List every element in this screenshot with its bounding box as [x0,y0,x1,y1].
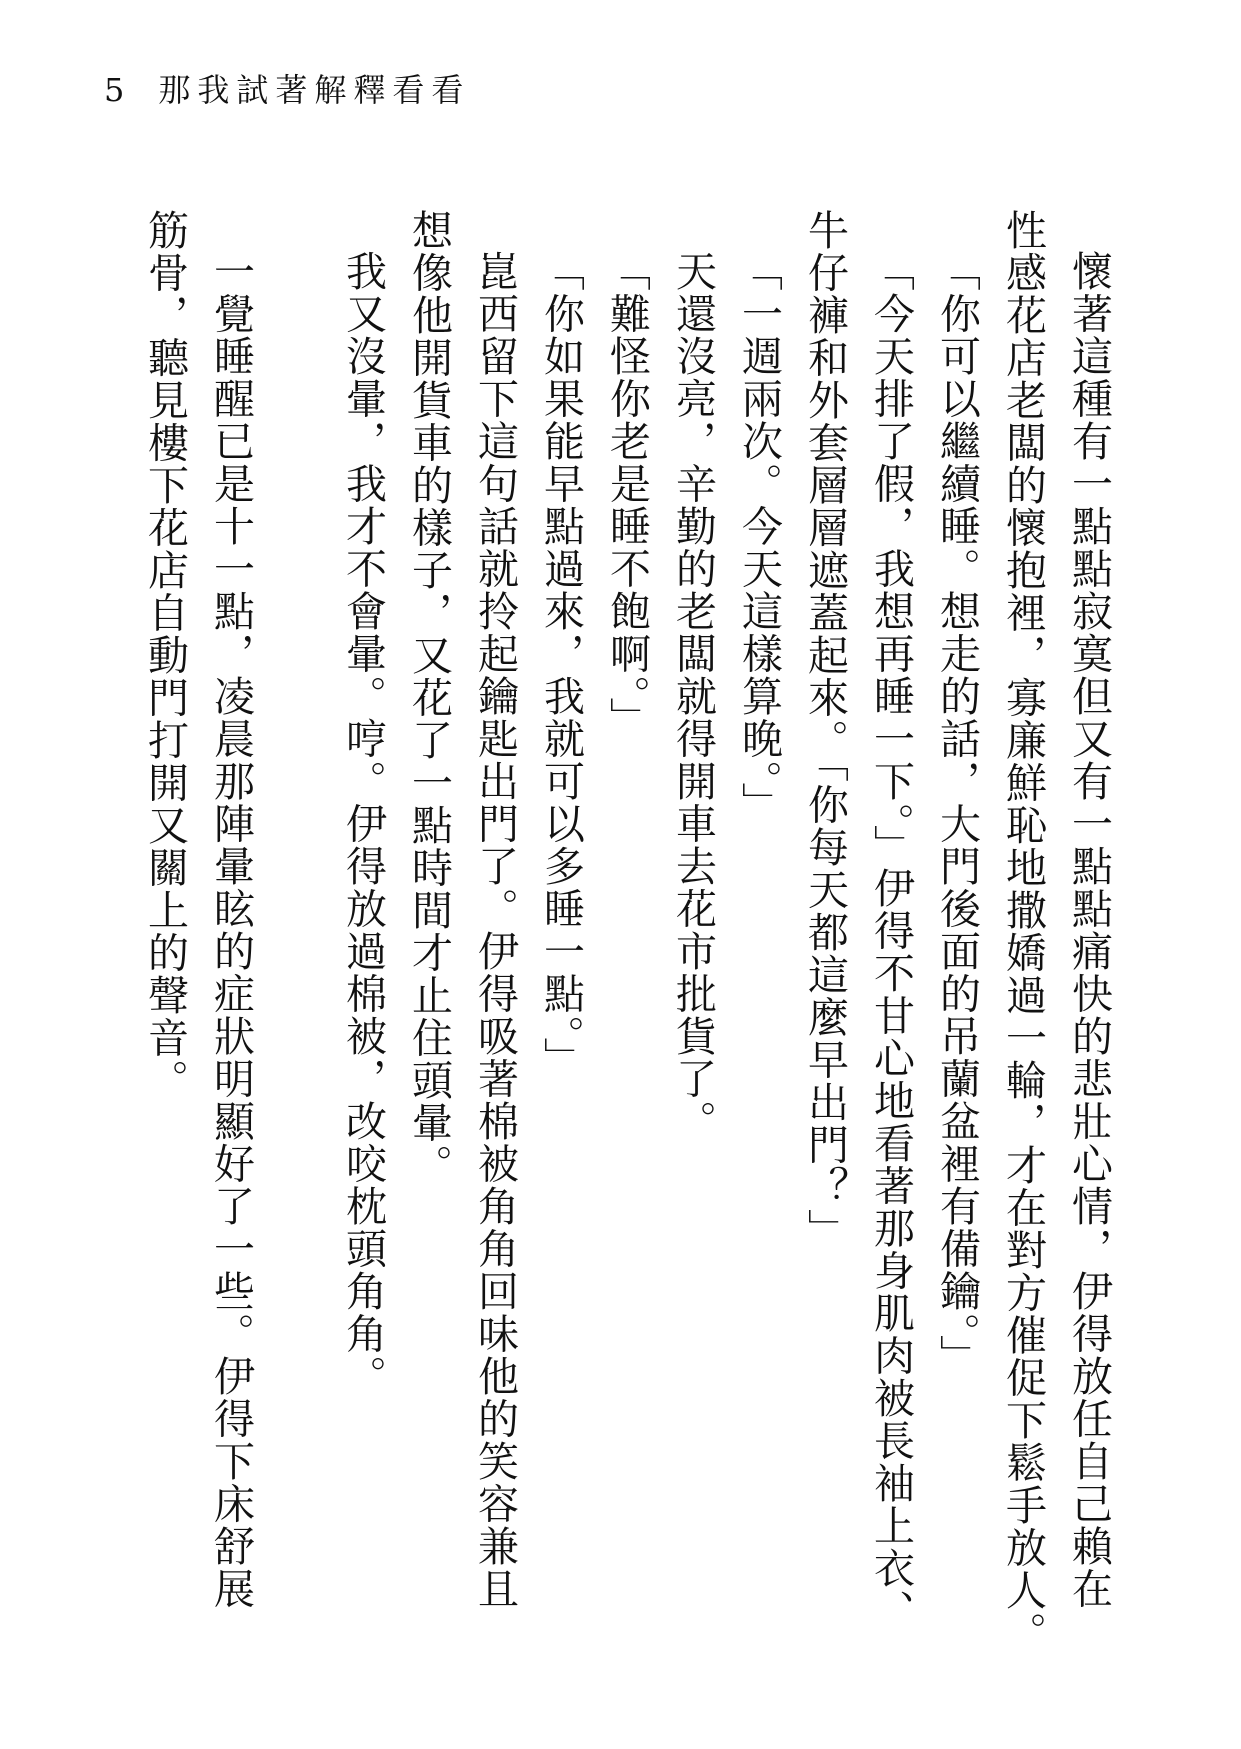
body-text [132,209,1122,1689]
text-section [330,209,1122,1689]
text-column: 一覺睡醒已是十一點，凌晨那陣暈眩的症狀明顯好了一些。伊得下床舒展 [207,250,255,1610]
text-column: 「你如果能早點過來，我就可以多睡一點。」 [537,250,585,1080]
text-column: 想像他開貨車的樣子，又花了一點時間才止住頭暈。 [405,209,453,1187]
text-column: 「你可以繼續睡。想走的話，大門後面的吊蘭盆裡有備鑰。」 [933,250,981,1377]
text-column: 懷著這種有一點點寂寞但又有一點點痛快的悲壯心情，伊得放任自己賴在 [1065,250,1113,1610]
text-column: 我又沒暈，我才不會暈。哼。伊得放過棉被，改咬枕頭角角。 [339,250,387,1398]
text-column: 性感花店老闆的懷抱裡，寡廉鮮恥地撒嬌過一輪，才在對方催促下鬆手放人。 [999,209,1047,1654]
text-section [132,209,264,1689]
text-column: 崑西留下這句話就拎起鑰匙出門了。伊得吸著棉被角角回味他的笑容兼且 [471,250,519,1610]
text-column: 「一週兩次。今天這樣算晚。」 [735,250,783,825]
text-column: 天還沒亮，辛勤的老闆就得開車去花市批貨了。 [669,250,717,1143]
text-column: 牛仔褲和外套層層遮蓋起來。「你每天都這麼早出門？」 [801,209,849,1251]
page-number: 5 [104,71,125,109]
chapter-title: 那我試著解釋看看 [158,71,471,109]
running-head [104,70,470,110]
text-column: 「今天排了假，我想再睡一下。」伊得不甘心地看著那身肌肉被長袖上衣、 [867,250,915,1632]
text-column: 「難怪你老是睡不飽啊。」 [603,250,651,740]
text-column: 筋骨，聽見樓下花店自動門打開又關上的聲音。 [141,209,189,1102]
